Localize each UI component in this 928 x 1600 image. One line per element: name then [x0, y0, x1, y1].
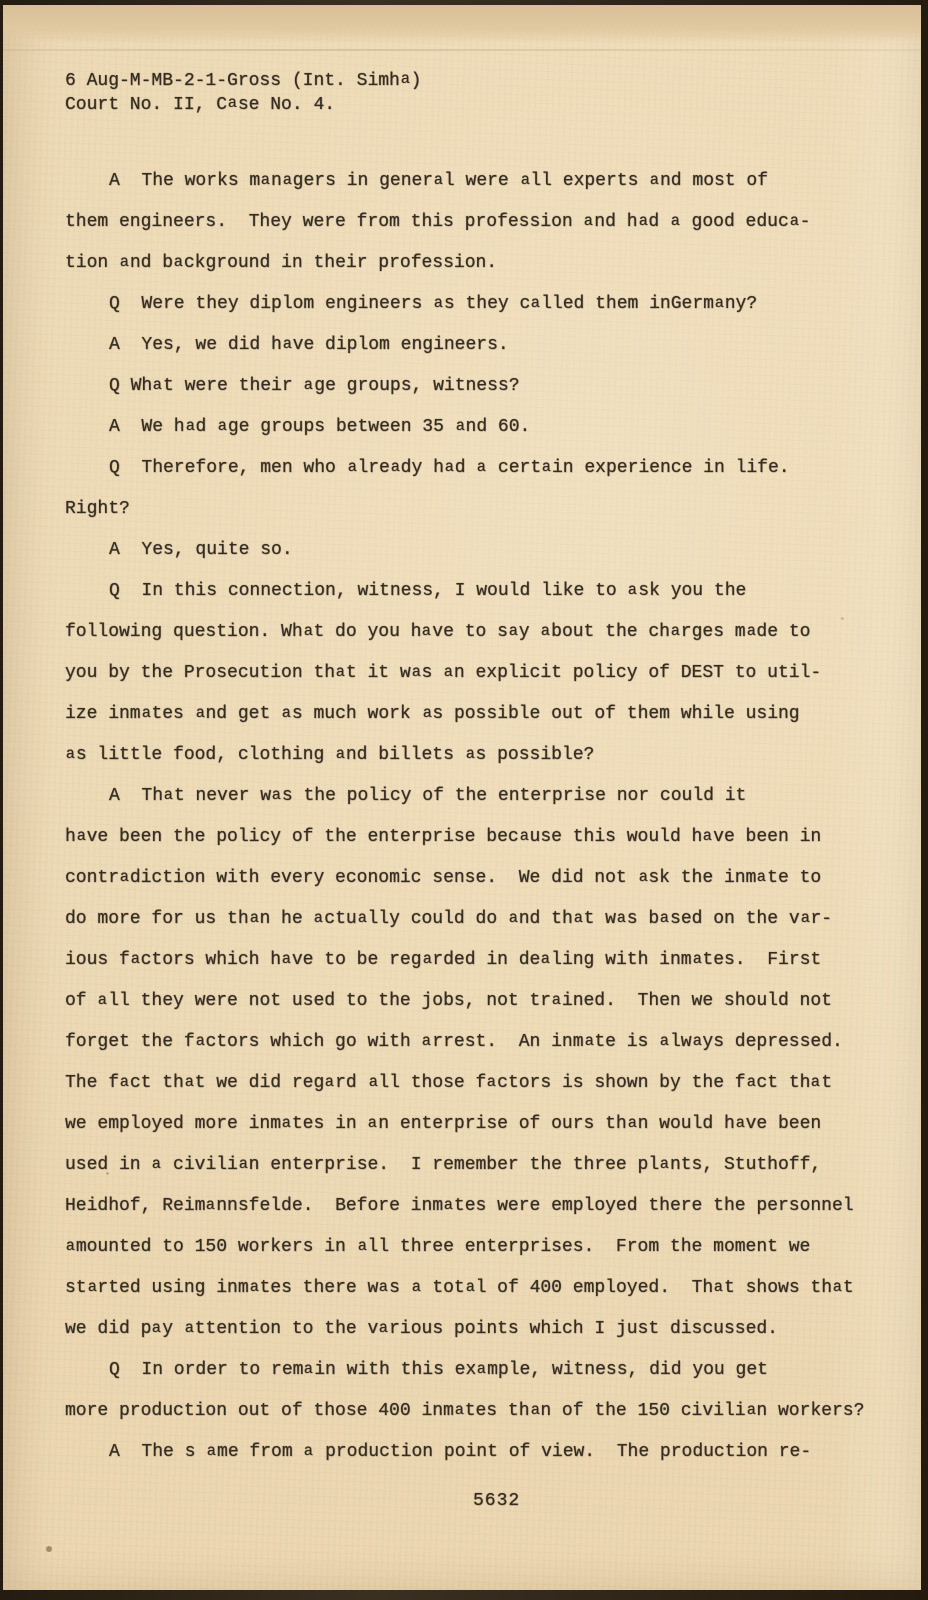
transcript-line: A We had age groups between 35 and 60. — [109, 417, 531, 437]
transcript-line: Right? — [65, 499, 130, 519]
transcript-line: Heidhof, Reimannsfelde. Before inmates were employed there the personnel — [65, 1196, 854, 1216]
paper-crease — [3, 49, 921, 51]
page-number: 5632 — [473, 1491, 521, 1511]
transcript-line: of all they were not used to the jobs, not trained. Then we should not — [65, 991, 832, 1011]
transcript-line: more production out of those 400 inmates than of the 150 civilian workers? — [65, 1401, 865, 1421]
transcript-line: them engineers. They were from this profession and had a good educa- — [65, 212, 811, 232]
transcript-line: used in a civilian enterprise. I remember the three plants, Stuthoff, — [65, 1155, 822, 1175]
transcript-line: ious factors which have to be regarded in dealing with inmates. First — [65, 950, 822, 970]
transcript-line: A The s ame from a production point of view. The production re- — [109, 1442, 812, 1462]
transcript-line: we employed more inmates in an enterprise of ours than would have been — [65, 1114, 822, 1134]
header-line: Court No. II, Case No. 4. — [65, 94, 336, 115]
transcript-line: A Yes, we did have diplom engineers. — [109, 335, 509, 355]
scan-top-shadow-band — [3, 5, 921, 43]
transcript-line: you by the Prosecution that it was an explicit policy of DEST to util- — [65, 663, 822, 683]
transcript-line: started using inmates there was a total of 400 employed. That shows that — [65, 1278, 854, 1298]
transcript-body — [65, 161, 901, 1473]
transcript-line: Q Therefore, men who already had a certain experience in life. — [109, 458, 790, 478]
transcript-line: we did pay attention to the various points which I just discussed. — [65, 1319, 778, 1339]
transcript-line: A The works managers in general were all experts and most of — [109, 171, 769, 191]
transcript-line: do more for us than he actually could do and that was based on the var- — [65, 909, 833, 929]
transcript-line: Q In order to remain with this example, witness, did you get — [109, 1360, 768, 1380]
ink-speck — [46, 1546, 52, 1552]
transcript-line: tion and background in their profession. — [65, 253, 498, 273]
transcript-line: The fact that we did regard all those factors is shown by the fact that — [65, 1073, 833, 1093]
transcript-line: Q In this connection, witness, I would like to ask you the — [109, 581, 747, 601]
transcript-line: A That never was the policy of the enterprise nor could it — [109, 786, 747, 806]
paper-sheet — [3, 5, 921, 1590]
transcript-line: as little food, clothing and billets as possible? — [65, 745, 595, 765]
transcript-line: Q What were their age groups, witness? — [109, 376, 520, 396]
transcript-line: have been the policy of the enterprise because this would have been in — [65, 827, 822, 847]
transcript-line: following question. What do you have to say about the charges made to — [65, 622, 811, 642]
header-line: 6 Aug-M-MB-2-1-Gross (Int. Simha) — [65, 70, 422, 91]
transcript-line: amounted to 150 workers in all three enterprises. From the moment we — [65, 1237, 811, 1257]
transcript-line: Q Were they diplom engineers as they called them inGermany? — [109, 294, 758, 314]
transcript-line: ize inmates and get as much work as possible out of them while using — [65, 704, 800, 724]
document-header — [65, 69, 421, 117]
transcript-line: forget the factors which go with arrest. An inmate is always depressed. — [65, 1032, 843, 1052]
transcript-line: A Yes, quite so. — [109, 540, 293, 560]
transcript-line: contradiction with every economic sense. We did not ask the inmate to — [65, 868, 822, 888]
